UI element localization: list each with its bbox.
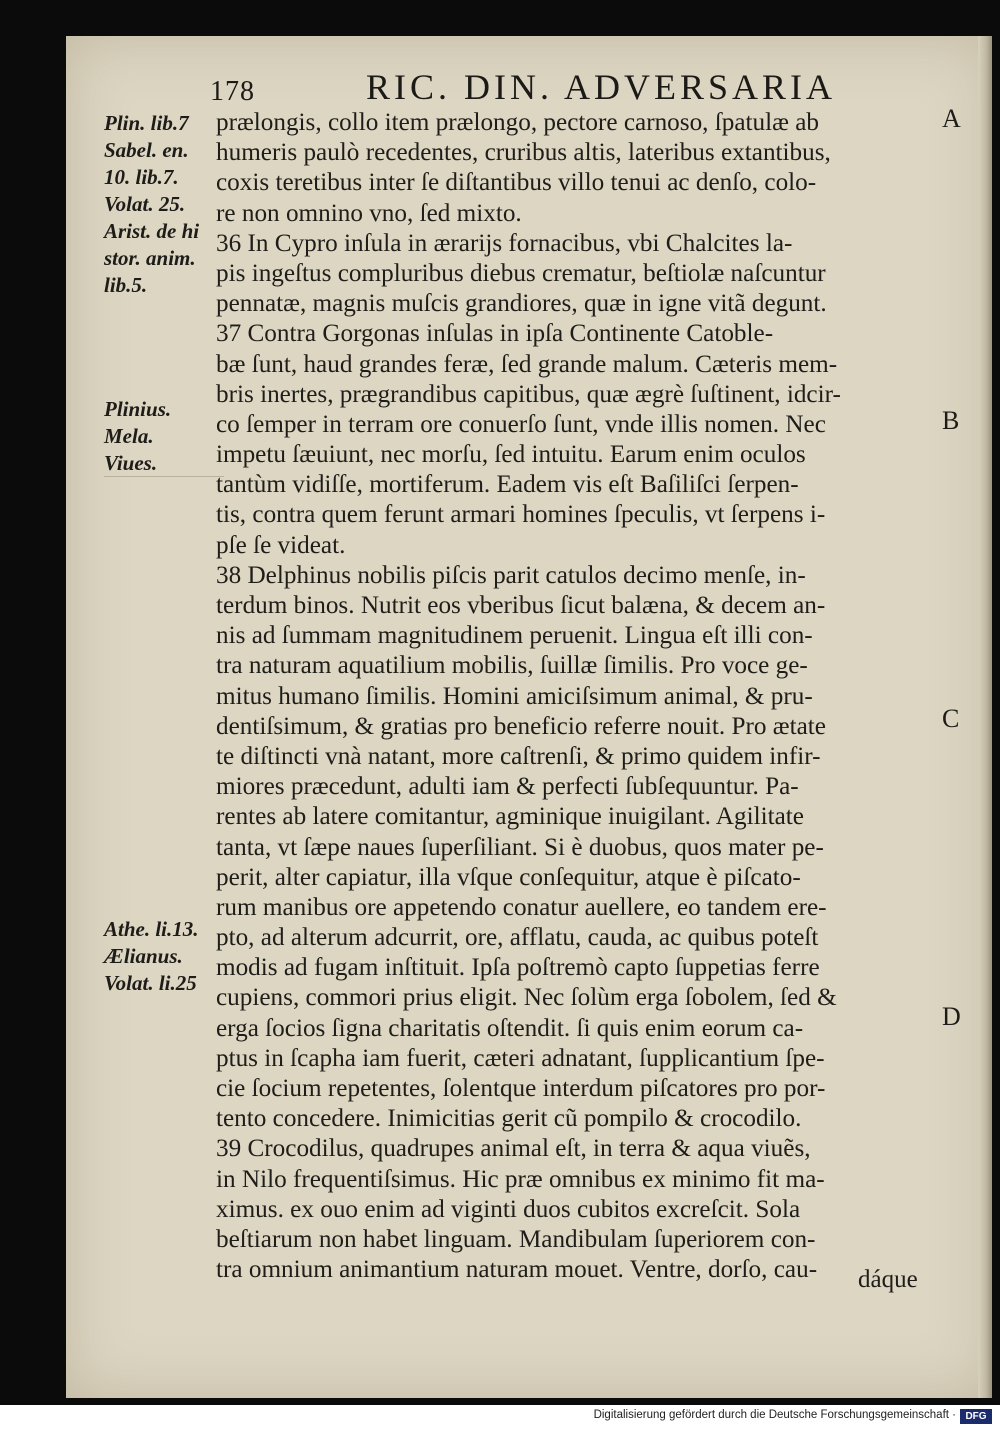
footer-bar xyxy=(0,1405,1000,1429)
text-line: re non omnino vno, ſed mixto. xyxy=(216,199,522,227)
text-line: tra naturam aquatilium mobilis, ſuillæ ſimilis. Pro voce ge- xyxy=(216,652,808,680)
marginal-line: Plin. lib.7 xyxy=(104,111,189,135)
marginal-line: 10. lib.7. xyxy=(104,165,179,189)
text-line: mitus humano ſimilis. Homini amiciſsimum animal, & pru- xyxy=(216,682,813,710)
text-line: te diſtincti vnà natant, more caſtrenſi, & primo quidem infir- xyxy=(216,742,821,770)
text-line: 37 Contra Gorgonas inſulas in ipſa Continente Catoble- xyxy=(216,320,774,348)
text-line: cie ſocium repetentes, ſolentque interdum piſcatores pro por- xyxy=(216,1075,826,1102)
text-line: erga ſocios ſigna charitatis oſtendit. ſi quis enim eorum ca- xyxy=(216,1014,804,1042)
text-line: bris inertes, prægrandibus capitibus, quæ ægrè ſuſtinent, idcir- xyxy=(216,380,841,408)
text-line: ximus. ex ouo enim ad viginti duos cubitos excreſcit. Sola xyxy=(216,1195,801,1223)
running-head: RIC. DIN. ADVERSARIA xyxy=(366,67,837,107)
text-line: pſe ſe videat. xyxy=(216,531,346,559)
text-line: tento concedere. Inimicitias gerit cũ pompilo & crocodilo. xyxy=(216,1105,802,1133)
text-line: dentiſsimum, & gratias pro beneficio referre nouit. Pro ætate xyxy=(216,712,826,740)
marginal-line: Athe. li.13. xyxy=(104,917,199,941)
text-line: 36 In Cypro inſula in ærarijs fornacibus, vbi Chalcites la- xyxy=(216,229,793,257)
section-letter-a: A xyxy=(942,104,961,133)
text-line: bæ ſunt, haud grandes feræ, ſed grande malum. Cæteris mem- xyxy=(216,350,838,378)
text-line: impetu ſæuiunt, nec morſu, ſed intuitu. Earum enim oculos xyxy=(216,441,806,469)
marginal-line: Sabel. en. xyxy=(104,138,189,162)
text-line: terdum binos. Nutrit eos vberibus ſicut balæna, & decem an- xyxy=(216,592,826,619)
dfg-logo: DFG xyxy=(960,1409,992,1424)
marginal-line: Mela. xyxy=(104,424,154,448)
text-line: in Nilo frequentiſsimus. Hic præ omnibus ex minimo fit ma- xyxy=(216,1165,825,1193)
text-line: tra omnium animantium naturam mouet. Ventre, dorſo, cau- xyxy=(216,1256,818,1284)
marginal-line: Arist. de hi xyxy=(104,219,200,243)
text-line: tantùm vidiſſe, mortiferum. Eadem vis eſt Baſiliſci ſerpen- xyxy=(216,471,799,499)
marginal-line: Plinius. xyxy=(104,397,172,421)
section-letter-c: C xyxy=(942,704,960,733)
section-letter-b: B xyxy=(942,406,960,435)
text-line: coxis teretibus inter ſe diſtantibus villo tenui ac denſo, colo- xyxy=(216,169,817,197)
page-number: 178 xyxy=(210,76,255,107)
text-line: 38 Delphinus nobilis piſcis parit catulos decimo menſe, in- xyxy=(216,561,806,589)
marginal-line: stor. anim. xyxy=(104,246,196,270)
text-line: pis ingeſtus compluribus diebus crematur, beſtiolæ naſcuntur xyxy=(216,259,826,287)
text-line: tanta, vt ſæpe naues ſuperſiliant. Si è duobus, quos mater pe- xyxy=(216,833,824,861)
text-line: modis ad fugam inſtituit. Ipſa poſtremò capto ſuppetias ferre xyxy=(216,954,820,982)
page-edge xyxy=(978,36,992,1398)
text-line: humeris paulò recedentes, cruribus altis, lateribus extantibus, xyxy=(216,139,831,167)
text-line: rum manibus ore appetendo conatur auellere, eo tandem ere- xyxy=(216,893,827,921)
marginal-line: Volat. 25. xyxy=(104,192,186,216)
marginal-note-1 xyxy=(104,110,216,299)
marginal-line: lib.5. xyxy=(104,273,148,297)
text-line: beſtiarum non habet linguam. Mandibulam ſuperiorem con- xyxy=(216,1225,816,1253)
text-line: cupiens, commori prius eligit. Nec ſolùm erga ſobolem, ſed & xyxy=(216,984,837,1012)
text-line: rentes ab latere comitantur, agminique inuigilant. Agilitate xyxy=(216,803,804,831)
marginal-note-3 xyxy=(104,916,216,997)
main-text xyxy=(216,108,932,1285)
text-line: tis, contra quem ferunt armari homines ſpeculis, vt ſerpens i- xyxy=(216,501,826,529)
text-line: perit, alter capiatur, illa vſque conſequitur, atque è piſcato- xyxy=(216,863,801,891)
marginal-line: Viues. xyxy=(104,451,158,475)
text-line: 39 Crocodilus, quadrupes animal eſt, in terra & aqua viuẽs, xyxy=(216,1135,811,1163)
marginal-note-2 xyxy=(104,396,216,477)
funding-credit: Digitalisierung gefördert durch die Deutsche Forschungsgemeinschaft · xyxy=(593,1409,956,1421)
text-line: ptus in ſcapha iam fuerit, cæteri adnatant, ſupplicantium ſpe- xyxy=(216,1044,825,1072)
text-line: pto, ad alterum adcurrit, ore, afflatu, cauda, ac quibus poteſt xyxy=(216,924,819,952)
text-line: co ſemper in terram ore conuerſo ſunt, vnde illis nomen. Nec xyxy=(216,410,826,438)
text-line: miores præcedunt, adulti iam & perfecti ſubſequuntur. Pa- xyxy=(216,773,799,801)
book-page xyxy=(66,36,992,1398)
text-line: prælongis, collo item prælongo, pectore carnoso, ſpatulæ ab xyxy=(216,109,819,136)
text-line: pennatæ, magnis muſcis grandiores, quæ in igne vitã degunt. xyxy=(216,290,827,318)
catchword: dáque xyxy=(858,1266,918,1293)
text-line: nis ad ſummam magnitudinem peruenit. Lingua eſt illi con- xyxy=(216,622,813,650)
marginal-line: Ælianus. xyxy=(104,944,183,968)
marginal-line: Volat. li.25 xyxy=(104,971,197,995)
section-letter-d: D xyxy=(942,1002,961,1031)
